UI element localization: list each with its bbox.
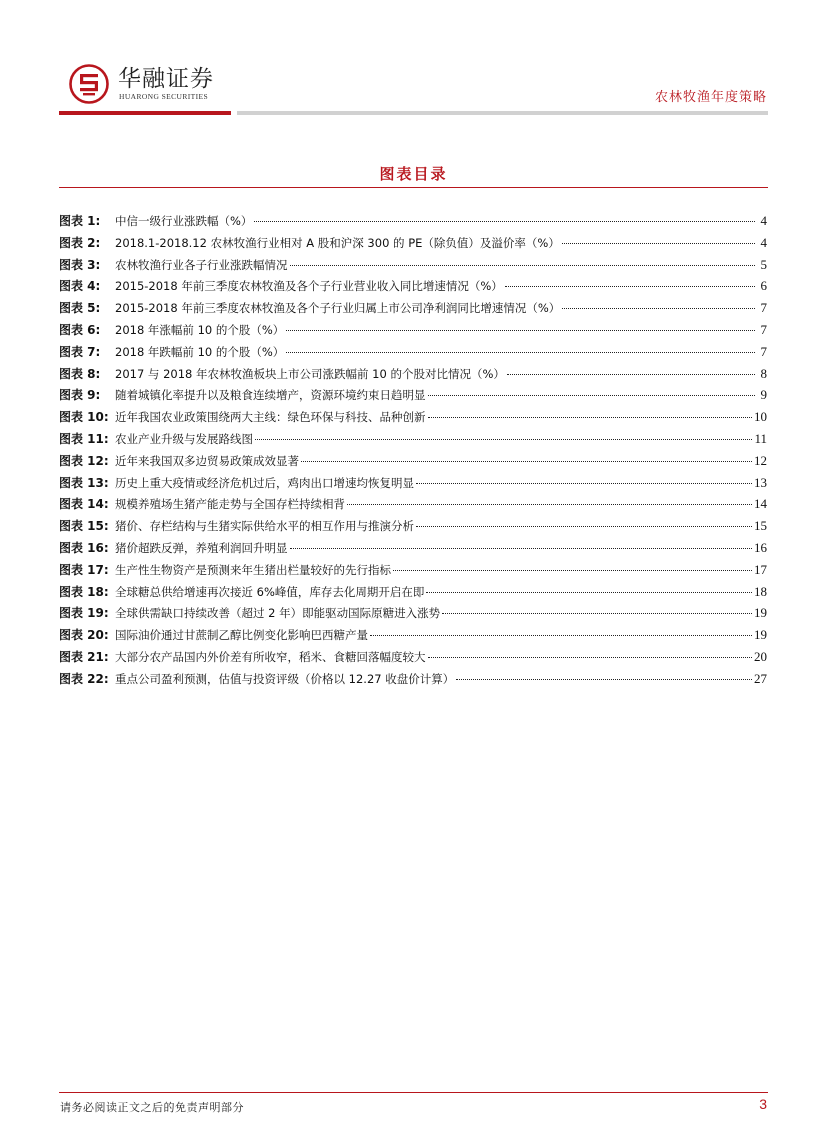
toc-entry[interactable] [59,540,767,562]
toc-entry-text: 猪价、存栏结构与生猪实际供给水平的相互作用与推演分析 [115,519,414,534]
toc-entry-page: 8 [760,365,767,381]
toc-entry-text: 猪价超跌反弹，养殖利润回升明显 [115,540,288,555]
toc-entry[interactable] [59,235,767,257]
toc-entry-label: 图表 10: [59,410,109,425]
toc-leader-dots [286,330,755,331]
toc-entry[interactable] [59,584,767,606]
toc-leader-dots [426,592,752,593]
toc-entry-page: 19 [754,627,767,643]
toc-entry-text: 国际油价通过甘蔗制乙醇比例变化影响巴西糖产量 [115,628,368,643]
header-divider-bar [237,111,768,115]
toc-entry-page: 19 [754,605,767,621]
toc-entry-text: 历史上重大疫情或经济危机过后，鸡肉出口增速均恢复明显 [115,475,414,490]
toc-leader-dots [393,570,752,571]
toc-leader-dots [416,483,752,484]
toc-entry-label: 图表 14: [59,497,109,512]
toc-entry-label: 图表 5: [59,301,101,316]
toc-entry-page: 7 [760,321,767,337]
toc-entry-page: 9 [760,387,767,403]
toc-entry-text: 2017 与 2018 年农林牧渔板块上市公司涨跌幅前 10 的个股对比情况（%） [115,366,505,381]
toc-entry[interactable] [59,518,767,540]
toc-entry-label: 图表 22: [59,671,109,686]
toc-entry-label: 图表 19: [59,606,109,621]
toc-entry-text: 大部分农产品国内外价差有所收窄，稻米、食糖回落幅度较大 [115,649,426,664]
toc-entry-text: 全球供需缺口持续改善（超过 2 年）即能驱动国际原糖进入涨势 [115,606,441,621]
toc-entry-text: 2018 年跌幅前 10 的个股（%） [115,344,285,359]
toc-entry-label: 图表 13: [59,475,109,490]
toc-entry-text: 全球糖总供给增速再次接近 6%峰值，库存去化周期开启在即 [115,584,425,599]
toc-entry-text: 生产性生物资产是预测来年生猪出栏量较好的先行指标 [115,562,391,577]
toc-leader-dots [507,374,755,375]
toc-entry[interactable] [59,322,767,344]
toc-leader-dots [416,526,752,527]
toc-entry-page: 13 [754,474,767,490]
page-header [0,0,827,120]
page-number: 3 [759,1096,767,1112]
toc-entry-page: 18 [754,583,767,599]
toc-leader-dots [428,395,756,396]
toc-entry-page: 12 [754,452,767,468]
toc-entry[interactable] [59,257,767,279]
toc-entry-text: 2015-2018 年前三季度农林牧渔及各个子行业归属上市公司净利润同比增速情况（%） [115,301,561,316]
toc-entry[interactable] [59,387,767,409]
toc-entry-page: 20 [754,648,767,664]
toc-leader-dots [562,243,755,244]
toc-entry-label: 图表 9: [59,388,101,403]
toc-entry[interactable] [59,431,767,453]
toc-entry-text: 2018 年涨幅前 10 的个股（%） [115,322,285,337]
toc-entry-label: 图表 7: [59,344,101,359]
toc-entry[interactable] [59,344,767,366]
toc-leader-dots [290,548,753,549]
toc-leader-dots [370,635,752,636]
toc-entry-label: 图表 21: [59,649,109,664]
toc-title: 图表目录 [379,165,448,183]
toc-entry-label: 图表 17: [59,562,109,577]
toc-entry-label: 图表 6: [59,322,101,337]
footer-rule [59,1092,768,1093]
toc-entry-text: 中信一级行业涨跌幅（%） [115,214,253,228]
footer-disclaimer: 请务必阅读正文之后的免责声明部分 [60,1101,244,1114]
toc-entry-label: 图表 16: [59,540,109,555]
toc-entry-label: 图表 4: [59,279,101,294]
toc-entry-text: 近年我国农业政策围绕两大主线：绿色环保与科技、品种创新 [115,410,426,425]
toc-entry[interactable] [59,671,767,693]
toc-entry-text: 2015-2018 年前三季度农林牧渔及各个子行业营业收入同比增速情况（%） [115,279,503,294]
toc-entry-label: 图表 3: [59,257,101,272]
toc-leader-dots [562,308,755,309]
toc-entry-page: 16 [754,539,767,555]
toc-entry-page: 6 [760,278,767,294]
huarong-logo-icon [69,64,109,104]
toc-entry-label: 图表 8: [59,366,101,381]
toc-entry[interactable] [59,562,767,584]
toc-leader-dots [428,417,753,418]
toc-entry-label: 图表 15: [59,519,109,534]
toc-entry[interactable] [59,496,767,518]
toc-entry-page: 7 [760,343,767,359]
toc-entry-label: 图表 2: [59,235,101,250]
toc-entry[interactable] [59,605,767,627]
toc-entry-label: 图表 11: [59,431,109,446]
toc-leader-dots [254,221,755,222]
toc-entry-text: 农业产业升级与发展路线图 [115,431,253,446]
toc-entry-page: 27 [754,670,767,686]
toc-leader-dots [456,679,752,680]
toc-entry-page: 14 [754,496,767,512]
toc-entry-text: 规模养殖场生猪产能走势与全国存栏持续相背 [115,497,345,512]
toc-entry-page: 7 [760,300,767,316]
toc-entry-page: 11 [754,430,767,446]
toc-entry-page: 17 [754,561,767,577]
report-title: 农林牧渔年度策略 [654,90,767,105]
toc-entry-text: 近年来我国双多边贸易政策成效显著 [115,453,299,468]
toc-leader-dots [428,657,753,658]
toc-entry[interactable] [59,213,767,235]
toc-entry-page: 4 [760,234,767,250]
toc-entry[interactable] [59,300,767,322]
toc-entry-page: 5 [760,256,767,272]
toc-entry-page: 4 [760,213,767,228]
toc-leader-dots [286,352,755,353]
toc-entry-label: 图表 1: [59,214,101,228]
toc-entry-text: 随着城镇化率提升以及粮食连续增产，资源环境约束日趋明显 [115,388,426,403]
brand-name-cn: 华融证券 [118,66,214,92]
toc-entry[interactable] [59,475,767,497]
toc-entry[interactable] [59,278,767,300]
toc-entry[interactable] [59,627,767,649]
toc-entry[interactable] [59,453,767,475]
toc-entry[interactable] [59,409,767,431]
toc-leader-dots [505,286,755,287]
toc-list [59,213,767,693]
toc-leader-dots [301,461,752,462]
toc-title-rule [59,187,768,188]
toc-entry[interactable] [59,366,767,388]
toc-entry-label: 图表 18: [59,584,109,599]
toc-leader-dots [255,439,752,440]
toc-leader-dots [290,265,756,266]
brand-name-en: HUARONG SECURITIES [119,92,209,101]
toc-entry-label: 图表 12: [59,453,109,468]
header-accent-bar [59,111,231,115]
toc-leader-dots [442,613,752,614]
toc-entry-page: 15 [754,518,767,534]
toc-leader-dots [347,504,752,505]
toc-entry-text: 农林牧渔行业各子行业涨跌幅情况 [115,257,288,272]
toc-entry-text: 2018.1-2018.12 农林牧渔行业相对 A 股和沪深 300 的 PE（除负值）及溢价率（%） [115,235,560,250]
toc-entry[interactable] [59,649,767,671]
toc-entry-label: 图表 20: [59,628,109,643]
toc-entry-text: 重点公司盈利预测，估值与投资评级（价格以 12.27 收盘价计算） [115,671,455,686]
toc-entry-page: 10 [754,409,767,425]
